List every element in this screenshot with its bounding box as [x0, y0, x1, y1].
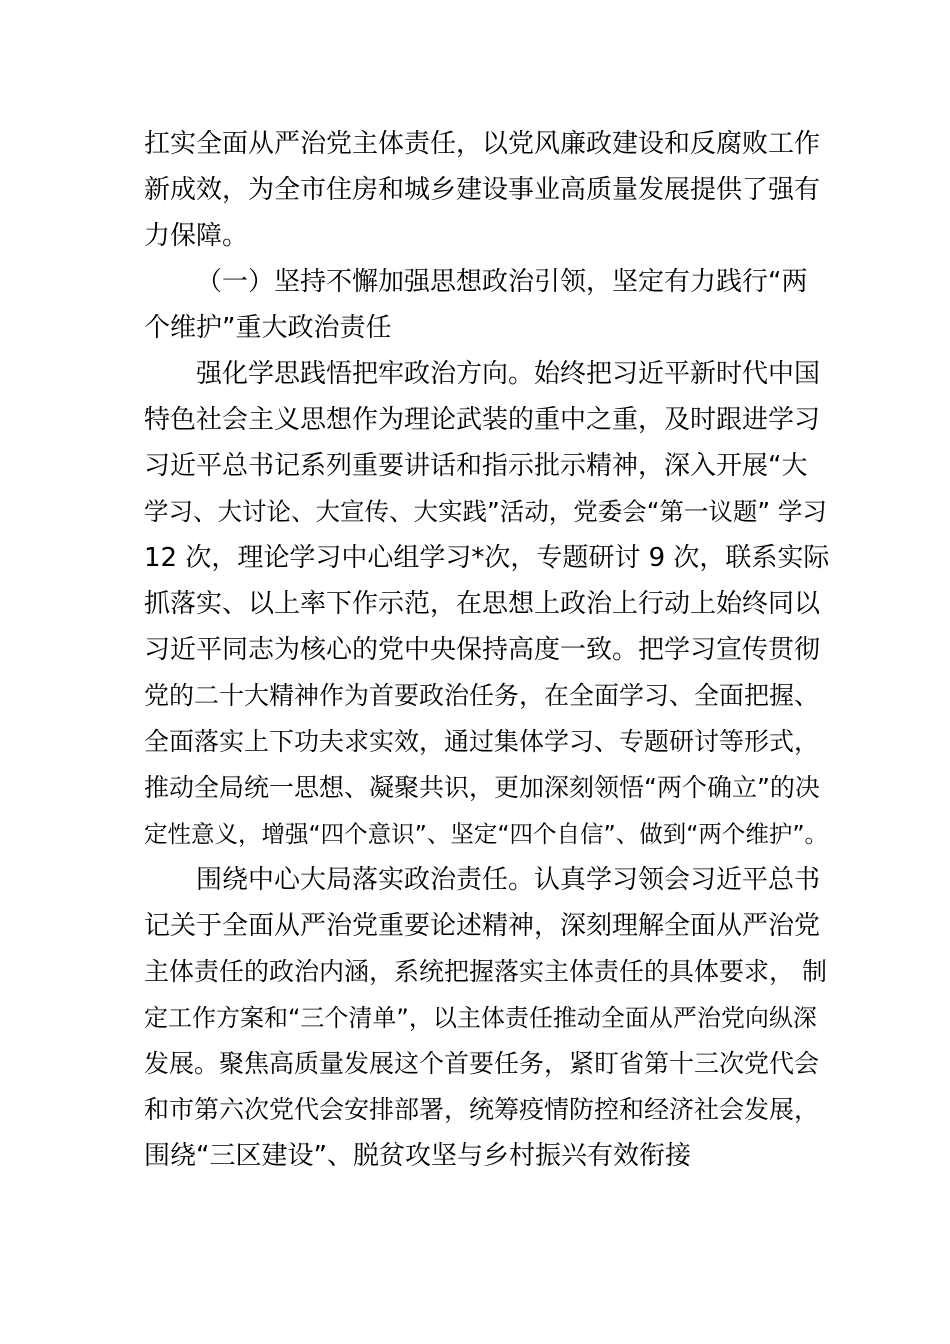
section-heading-line: （一）坚持不懈加强思想政治引领，坚定有力践行“两 [196, 267, 808, 297]
body-text-line: 力保障。 [144, 221, 249, 251]
body-text-line: 扛实全面从严治党主体责任，以党风廉政建设和反腐败工作 [144, 129, 821, 159]
body-text-line: 党的二十大精神作为首要政治任务，在全面学习、全面把握、 [144, 681, 820, 710]
body-text-line: 12 次，理论学习中心组学习*次，专题研讨 9 次，联系实际 [144, 543, 830, 573]
body-text-line: 主体责任的政治内涵，系统把握落实主体责任的具体要求， 制 [144, 957, 827, 986]
body-text-line: 抓落实、以上率下作示范，在思想上政治上行动上始终同以 [144, 589, 821, 619]
body-text-line: 和市第六次党代会安排部署，统筹疫情防控和经济社会发展， [144, 1095, 820, 1124]
paragraph-first-line: 强化学思践悟把牢政治方向。始终把习近平新时代中国 [196, 359, 821, 389]
body-text-line: 新成效，为全市住房和城乡建设事业高质量发展提供了强有 [144, 175, 821, 205]
body-text-line: 记关于全面从严治党重要论述精神，深刻理解全面从严治党 [144, 911, 821, 941]
body-text-line: 习近平同志为核心的党中央保持高度一致。把学习宣传贯彻 [144, 635, 821, 665]
body-text-line: 定性意义，增强“四个意识”、坚定“四个自信”、做到“两个维护”。 [144, 820, 829, 848]
body-text-line: 围绕“三区建设”、脱贫攻坚与乡村振兴有效衔接 [144, 1141, 691, 1171]
section-heading-line: 个维护”重大政治责任 [144, 313, 392, 343]
body-text-line: 习近平总书记系列重要讲话和指示批示精神，深入开展“大 [144, 451, 808, 481]
body-text-line: 全面落实上下功夫求实效，通过集体学习、专题研讨等形式， [144, 727, 820, 756]
paragraph-first-line: 围绕中心大局落实政治责任。认真学习领会习近平总书 [196, 865, 821, 895]
body-text-line: 发展。聚焦高质量发展这个首要任务，紧盯省第十三次党代会 [144, 1049, 820, 1078]
body-text-line: 特色社会主义思想作为理论武装的重中之重，及时跟进学习 [144, 405, 821, 435]
body-text-line: 推动全局统一思想、凝聚共识，更加深刻领悟“两个确立”的决 [144, 773, 820, 802]
body-text-line: 定工作方案和“三个清单”，以主体责任推动全面从严治党向纵深 [144, 1004, 817, 1032]
body-text-line: 学习、大讨论、大宣传、大实践”活动，党委会“第一议题” 学习 [144, 497, 827, 526]
